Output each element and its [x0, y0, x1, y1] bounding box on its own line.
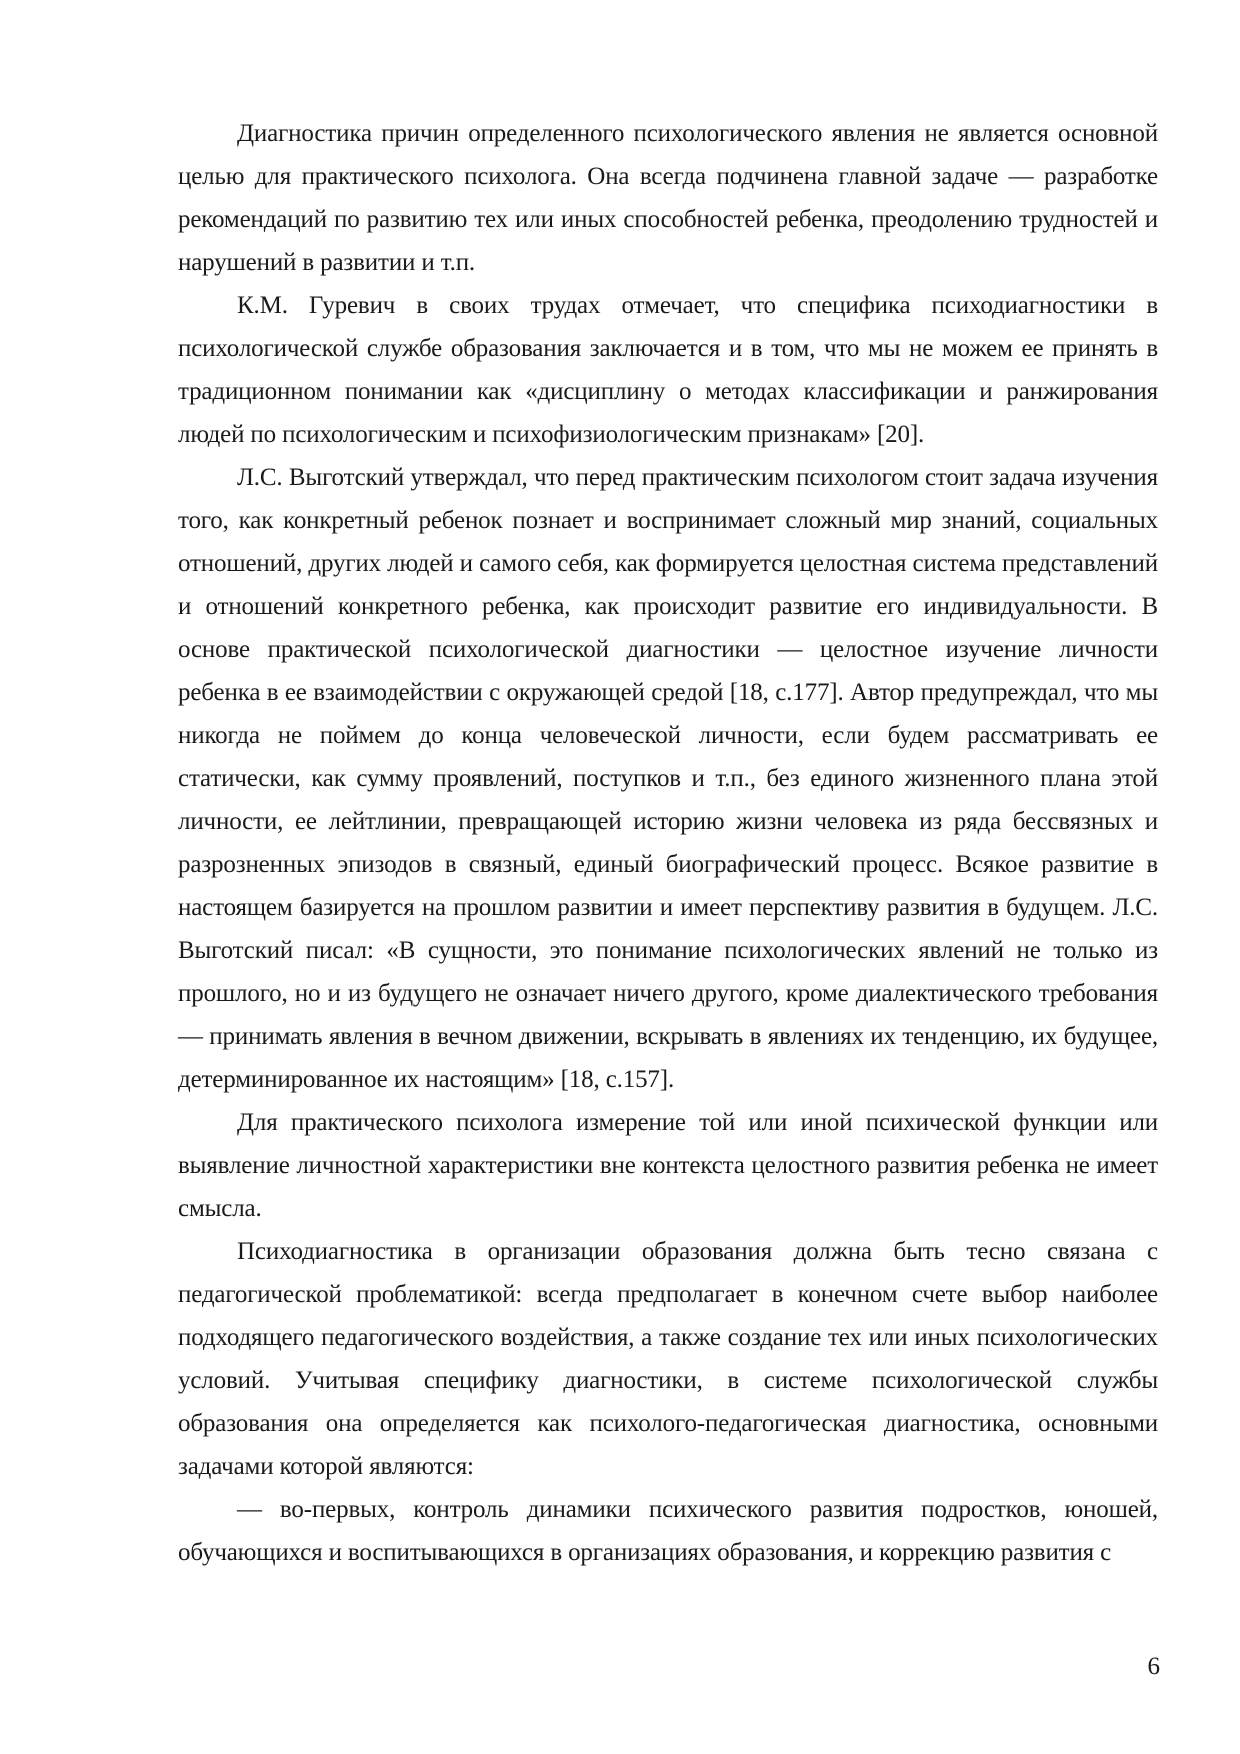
paragraph-vygotsky: Л.С. Выготский утверждал, что перед практическим психологом стоит задача изучения того, как конкретный ребенок познает и воспринимает сложный мир знаний, социальных отношений, других людей и самого себя, как формируется целостная система представлений и отношений конкретного ребенка, как происходит развитие его индивидуальности. В основе практической психологической диагностики — целостное изучение личности ребенка в ее взаимодействии с окружающей средой [18, с.177]. Автор предупреждал, что мы никогда не поймем до конца человеческой личности, если будем рассматривать ее статически, как сумму проявлений, поступков и т.п., без единого жизненного плана этой личности, ее лейтлинии, превращающей историю жизни человека из ряда бессвязных и разрозненных эпизодов в связный, единый биографический процесс. Всякое развитие в настоящем базируется на прошлом развитии и имеет перспективу развития в будущем. Л.С. Выготский писал: «В сущности, это понимание психологических явлений не только из прошлого, но и из будущего не означает ничего другого, кроме диалектического требования — принимать явления в вечном движении, вскрывать в явлениях их тенденцию, их будущее, детерминированное их настоящим» [18, с.157]. [178, 464, 1158, 1093]
paragraph-firstly: — во-первых, контроль динамики психического развития подростков, юношей, обучающихся и воспитывающихся в организациях образования, и коррекцию развития с [178, 1496, 1158, 1566]
document-body [178, 112, 1158, 1574]
paragraph-diagnostics-causes: Диагностика причин определенного психологического явления не является основной целью для практического психолога. Она всегда подчинена главной задаче — разработке рекомендаций по развитию тех или иных способностей ребенка, преодолению трудностей и нарушений в развитии и т.п. [178, 120, 1158, 276]
paragraph-practical-psychologist: Для практического психолога измерение той или иной психической функции или выявление личностной характеристики вне контекста целостного развития ребенка не имеет смысла. [178, 1109, 1158, 1222]
page-number: 6 [1147, 1653, 1160, 1680]
paragraph-gurevich: К.М. Гуревич в своих трудах отмечает, что специфика психодиагностики в психологической службе образования заключается и в том, что мы не можем ее принять в традиционном понимании как «дисциплину о методах классификации и ранжирования людей по психологическим и психофизиологическим признакам» [20]. [178, 292, 1158, 448]
paragraph-psychodiagnostics-education: Психодиагностика в организации образования должна быть тесно связана с педагогической проблематикой: всегда предполагает в конечном счете выбор наиболее подходящего педагогического воздействия, а также создание тех или иных психологических условий. Учитывая специфику диагностики, в системе психологической службы образования она определяется как психолого-педагогическая диагностика, основными задачами которой являются: [178, 1238, 1158, 1480]
